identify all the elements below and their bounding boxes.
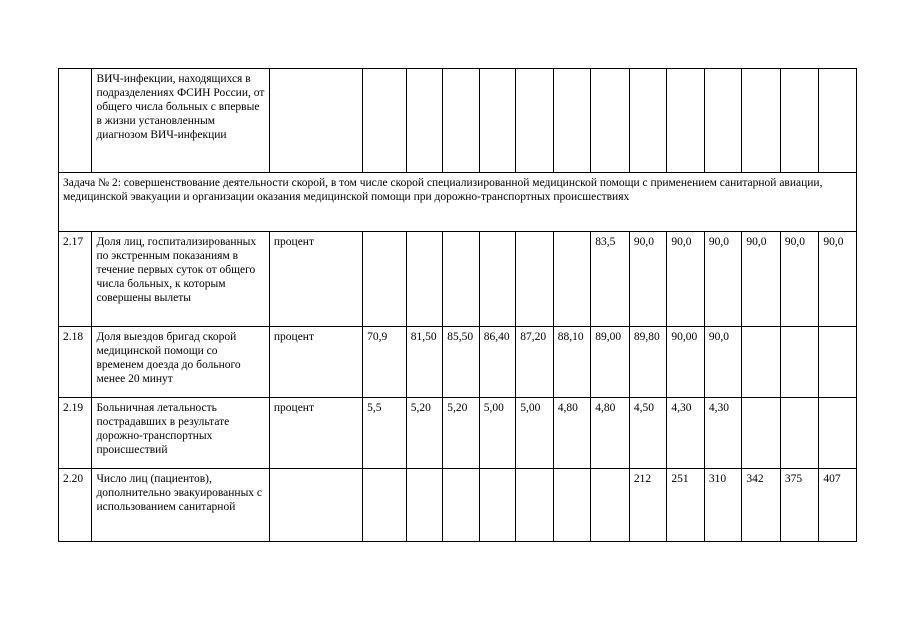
row-number-cell [59,69,92,173]
value-cell: 212 [629,469,667,542]
value-cell: 90,00 [667,327,705,398]
value-cell: 5,00 [516,398,554,469]
value-cell: 375 [780,469,819,542]
value-cell [819,398,857,469]
value-cell: 5,20 [443,398,480,469]
value-cell [443,469,480,542]
value-cell: 70,9 [363,327,407,398]
value-cell: 90,0 [780,232,819,327]
indicator-name-cell: Больничная летальность пострадавших в результате дорожно-транспортных происшествий [92,398,269,469]
value-cell [742,69,781,173]
value-cell [516,69,554,173]
row-number-cell: 2.17 [59,232,92,327]
indicator-name-cell: Число лиц (пациентов), дополнительно эвакуированных с использованием санитарной [92,469,269,542]
value-cell: 4,80 [553,398,591,469]
value-cell [406,69,443,173]
value-cell: 81,50 [406,327,443,398]
value-cell: 5,5 [363,398,407,469]
value-cell: 89,80 [629,327,667,398]
value-cell: 90,0 [704,327,742,398]
value-cell [553,232,591,327]
value-cell [780,327,819,398]
table-row-continued [59,69,857,173]
indicator-name-cell: ВИЧ-инфекции, находящихся в подразделениях ФСИН России, от общего числа больных с впервые в жизни установленным диагнозом ВИЧ-инфекции [92,69,269,173]
value-cell [553,69,591,173]
task-heading-row [59,173,857,232]
value-cell: 90,0 [819,232,857,327]
value-cell: 90,0 [742,232,781,327]
value-cell: 5,20 [406,398,443,469]
row-number-cell: 2.20 [59,469,92,542]
row-number-cell: 2.19 [59,398,92,469]
indicator-name-cell: Доля выездов бригад скорой медицинской помощи со временем доезда до больного менее 20 минут [92,327,269,398]
value-cell [629,69,667,173]
value-cell: 5,00 [479,398,516,469]
value-cell: 89,00 [591,327,630,398]
value-cell [363,69,407,173]
value-cell: 4,50 [629,398,667,469]
value-cell: 4,30 [667,398,705,469]
table-row [59,327,857,398]
value-cell: 407 [819,469,857,542]
value-cell [443,69,480,173]
value-cell [780,69,819,173]
indicators-table [58,68,857,542]
value-cell: 4,80 [591,398,630,469]
value-cell: 90,0 [667,232,705,327]
unit-cell [269,469,362,542]
value-cell: 251 [667,469,705,542]
value-cell: 86,40 [479,327,516,398]
value-cell [443,232,480,327]
value-cell: 90,0 [629,232,667,327]
value-cell [742,327,781,398]
unit-cell: процент [269,232,362,327]
value-cell [516,469,554,542]
value-cell: 342 [742,469,781,542]
value-cell [591,69,630,173]
value-cell: 85,50 [443,327,480,398]
value-cell [406,232,443,327]
indicator-name-cell: Доля лиц, госпитализированных по экстренным показаниям в течение первых суток от общего числа больных, к которым совершены вылеты [92,232,269,327]
value-cell [704,69,742,173]
value-cell: 87,20 [516,327,554,398]
value-cell [516,232,554,327]
value-cell [819,327,857,398]
value-cell: 4,30 [704,398,742,469]
value-cell [667,69,705,173]
value-cell [479,69,516,173]
value-cell [479,232,516,327]
value-cell [479,469,516,542]
row-number-cell: 2.18 [59,327,92,398]
value-cell [363,232,407,327]
value-cell [553,469,591,542]
table-row [59,398,857,469]
table-row [59,232,857,327]
value-cell [780,398,819,469]
value-cell: 88,10 [553,327,591,398]
value-cell: 310 [704,469,742,542]
unit-cell: процент [269,398,362,469]
value-cell [591,469,630,542]
value-cell [742,398,781,469]
table-body [59,69,857,542]
value-cell [819,69,857,173]
value-cell: 83,5 [591,232,630,327]
table-row [59,469,857,542]
unit-cell: процент [269,327,362,398]
task-heading: Задача № 2: совершенствование деятельности скорой, в том числе скорой специализированной медицинской помощи с применением санитарной авиации, медицинской эвакуации и организации оказания медицинской помощи при дорожно-транспортных происшествиях [59,173,857,232]
value-cell [363,469,407,542]
value-cell [406,469,443,542]
unit-cell [269,69,362,173]
value-cell: 90,0 [704,232,742,327]
